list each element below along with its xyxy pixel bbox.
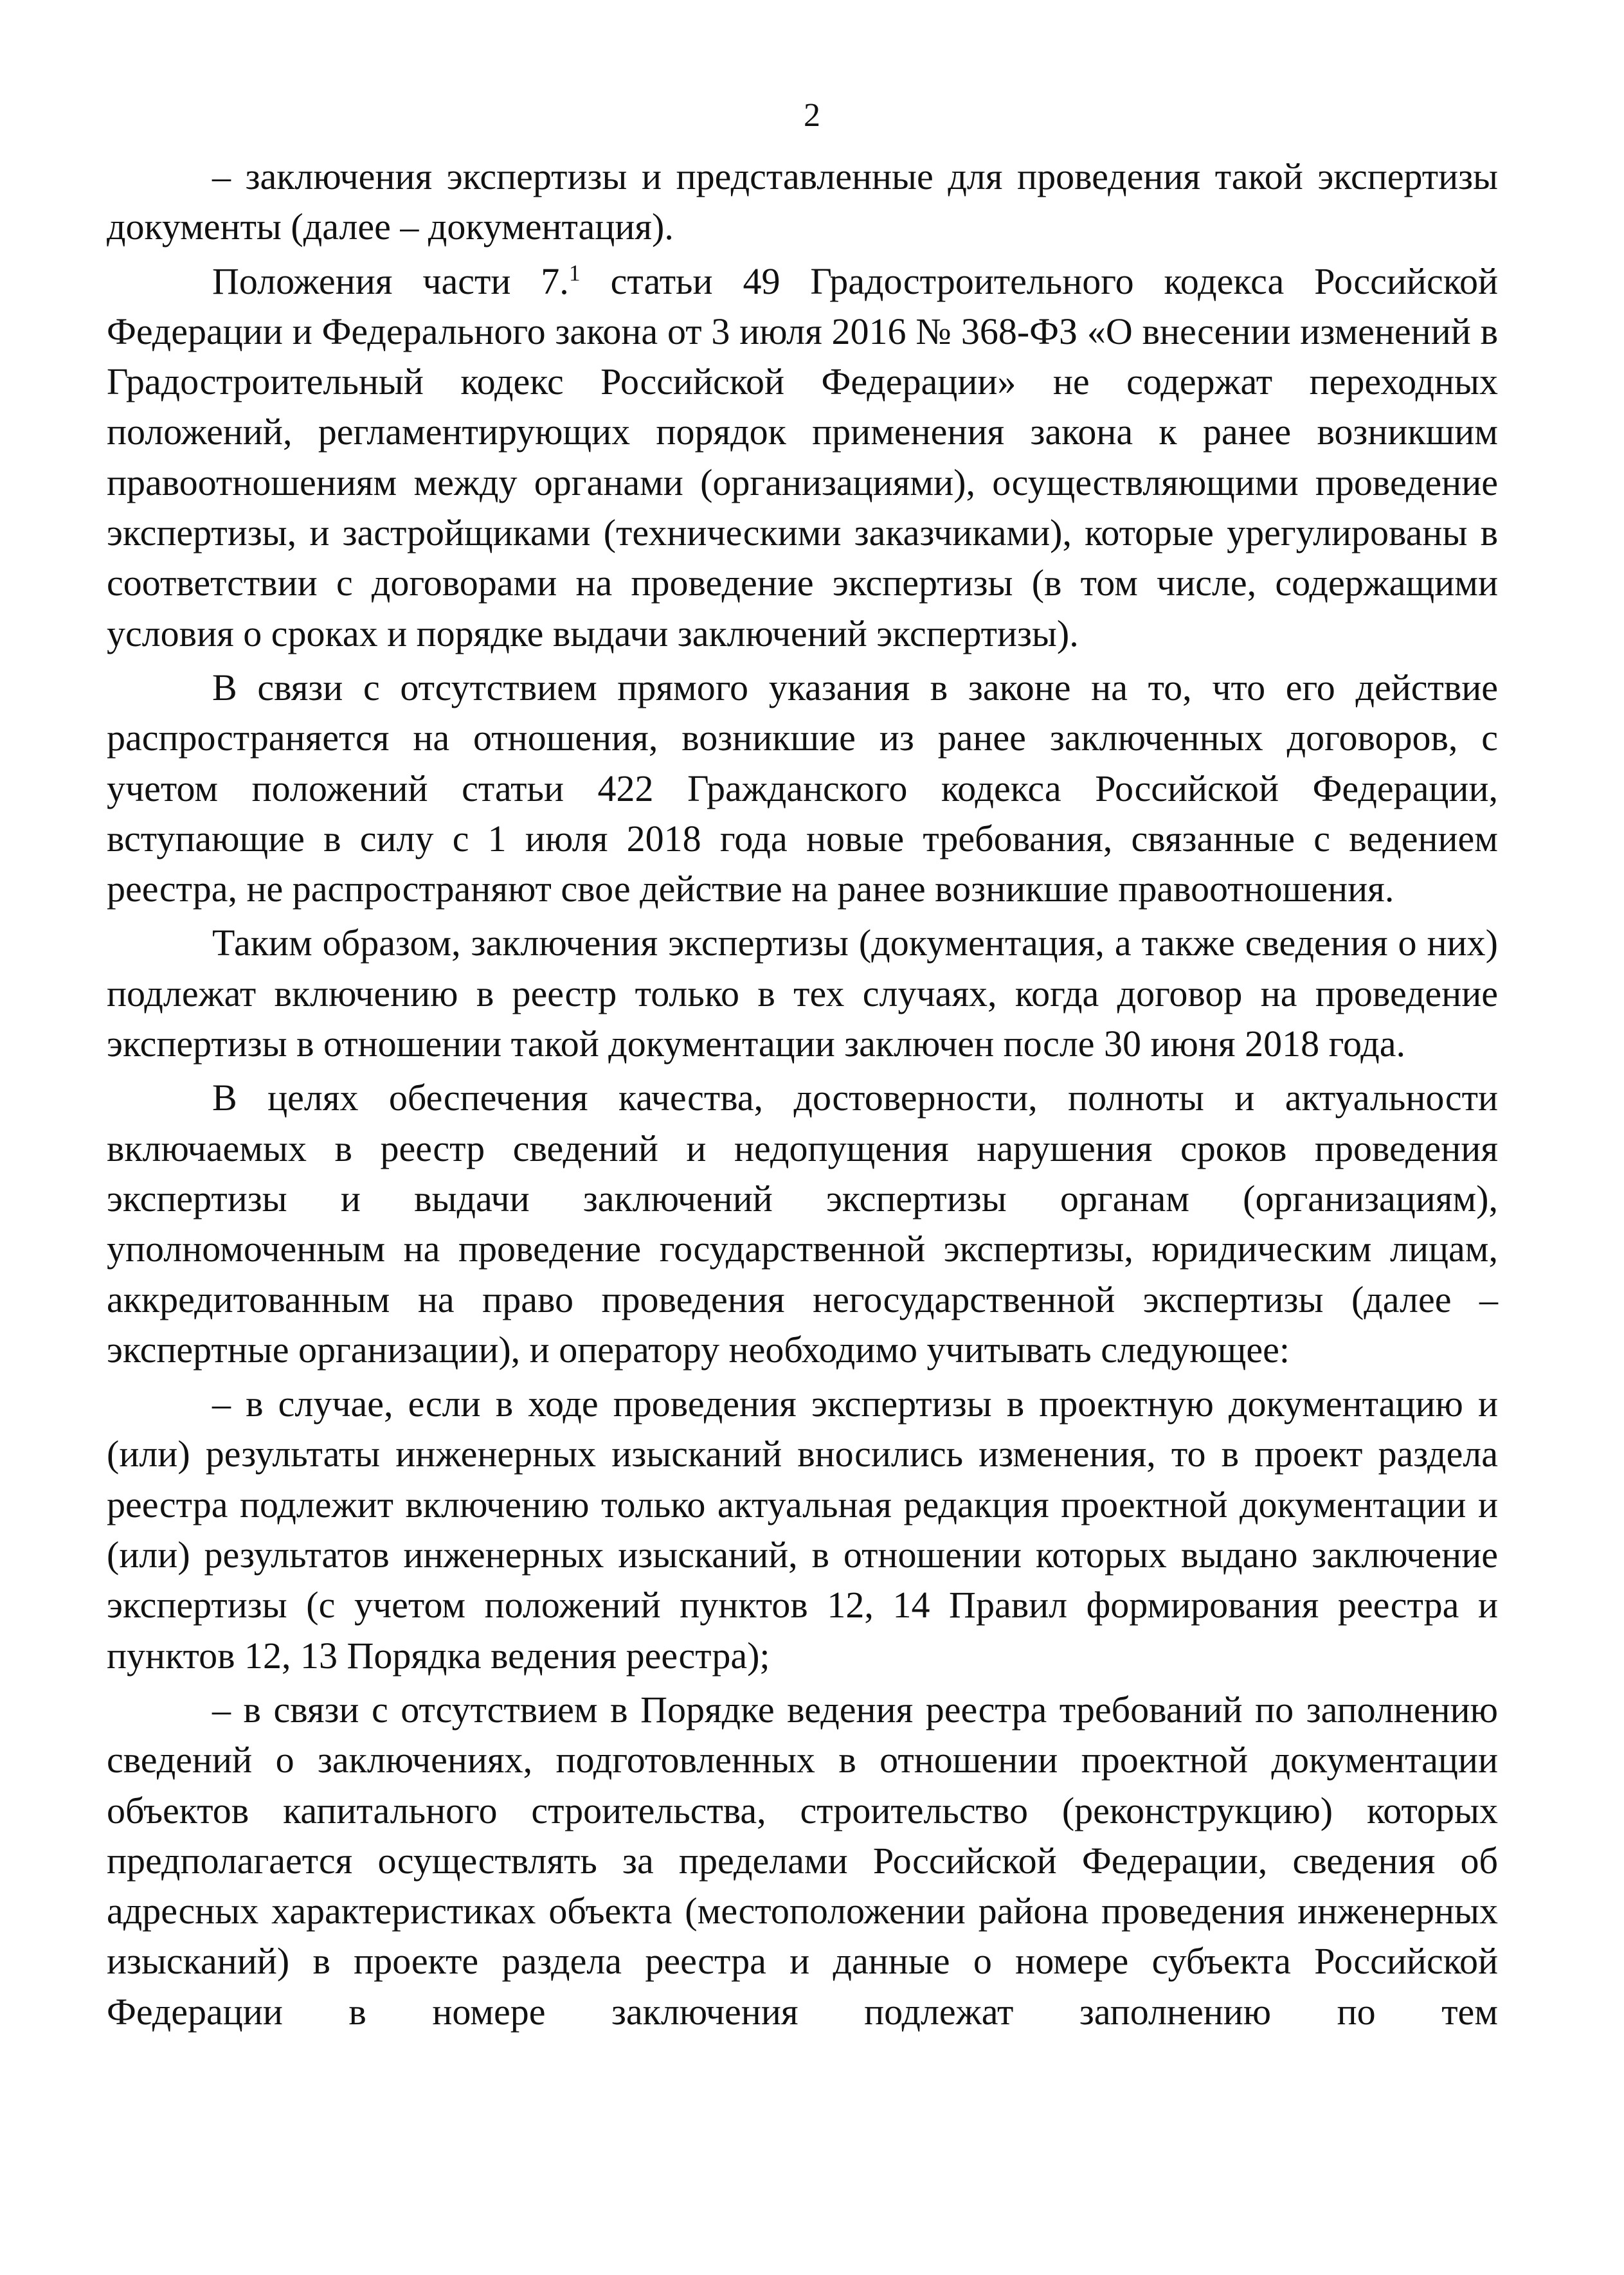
paragraph-1: – заключения экспертизы и представленные для проведения такой экспертизы документы (далее – документация). (107, 156, 1498, 248)
paragraph-2 (107, 256, 1498, 659)
paragraph-5: В целях обеспечения качества, достоверности, полноты и актуальности включаемых в реестр сведений и недопущения нарушения сроков проведения экспертизы и выдачи заключений экспертизы органам (организациям), уполномоченным на проведение государственной экспертизы, юридическим лицам, аккредитованным на право проведения негосударственной экспертизы (далее – экспертные организации), и оператору необходимо учитывать следующее: (107, 1077, 1498, 1371)
paragraph-4: Таким образом, заключения экспертизы (документация, а также сведения о них) подлежат включению в реестр только в тех случаях, когда договор на проведение экспертизы в отношении такой документации заключен после 30 июня 2018 года. (107, 922, 1498, 1065)
paragraph-3: В связи с отсутствием прямого указания в законе на то, что его действие распространяется на отношения, возникшие из ранее заключенных договоров, с учетом положений статьи 422 Гражданского кодекса Российской Федерации, вступающие в силу с 1 июля 2018 года новые требования, связанные с ведением реестра, не распространяют свое действие на ранее возникшие правоотношения. (107, 666, 1498, 910)
paragraph-7: – в связи с отсутствием в Порядке ведения реестра требований по заполнению сведений о заключениях, подготовленных в отношении проектной документации объектов капитального строительства, строительство (реконструкцию) которых предполагается осуществлять за пределами Российской Федерации, сведения об адресных характеристиках объекта (местоположении района проведения инженерных изысканий) в проекте раздела реестра и данные о номере субъекта Российской Федерации в номере заключения подлежат заполнению по тем (107, 1688, 1498, 2033)
paragraph-6: – в случае, если в ходе проведения экспертизы в проектную документацию и (или) результаты инженерных изысканий вносились изменения, то в проект раздела реестра подлежит включению только актуальная редакция проектной документации и (или) результатов инженерных изысканий, в отношении которых выдано заключение экспертизы (с учетом положений пунктов 12, 14 Правил формирования реестра и пунктов 12, 13 Порядка ведения реестра); (107, 1383, 1498, 1677)
paragraph-2-lead: Положения части 7. (212, 260, 569, 302)
paragraph-2-superscript: 1 (568, 260, 581, 286)
paragraph-2-text: статьи 49 Градостроительного кодекса Российской Федерации и Федерального закона от 3 июля 2016 № 368-ФЗ «О внесении изменений в Градостроительный кодекс Российской Федерации» не содержат переходных положений, регламентирующих порядок применения закона к ранее возникшим правоотношениям между органами (организациями), осуществляющими проведение экспертизы, и застройщиками (техническими заказчиками), которые урегулированы в соответствии с договорами на проведение экспертизы (в том числе, содержащими условия о сроках и порядке выдачи заключений экспертизы). (107, 260, 1498, 654)
page-number: 2 (804, 97, 820, 134)
document-body (107, 152, 1498, 2041)
